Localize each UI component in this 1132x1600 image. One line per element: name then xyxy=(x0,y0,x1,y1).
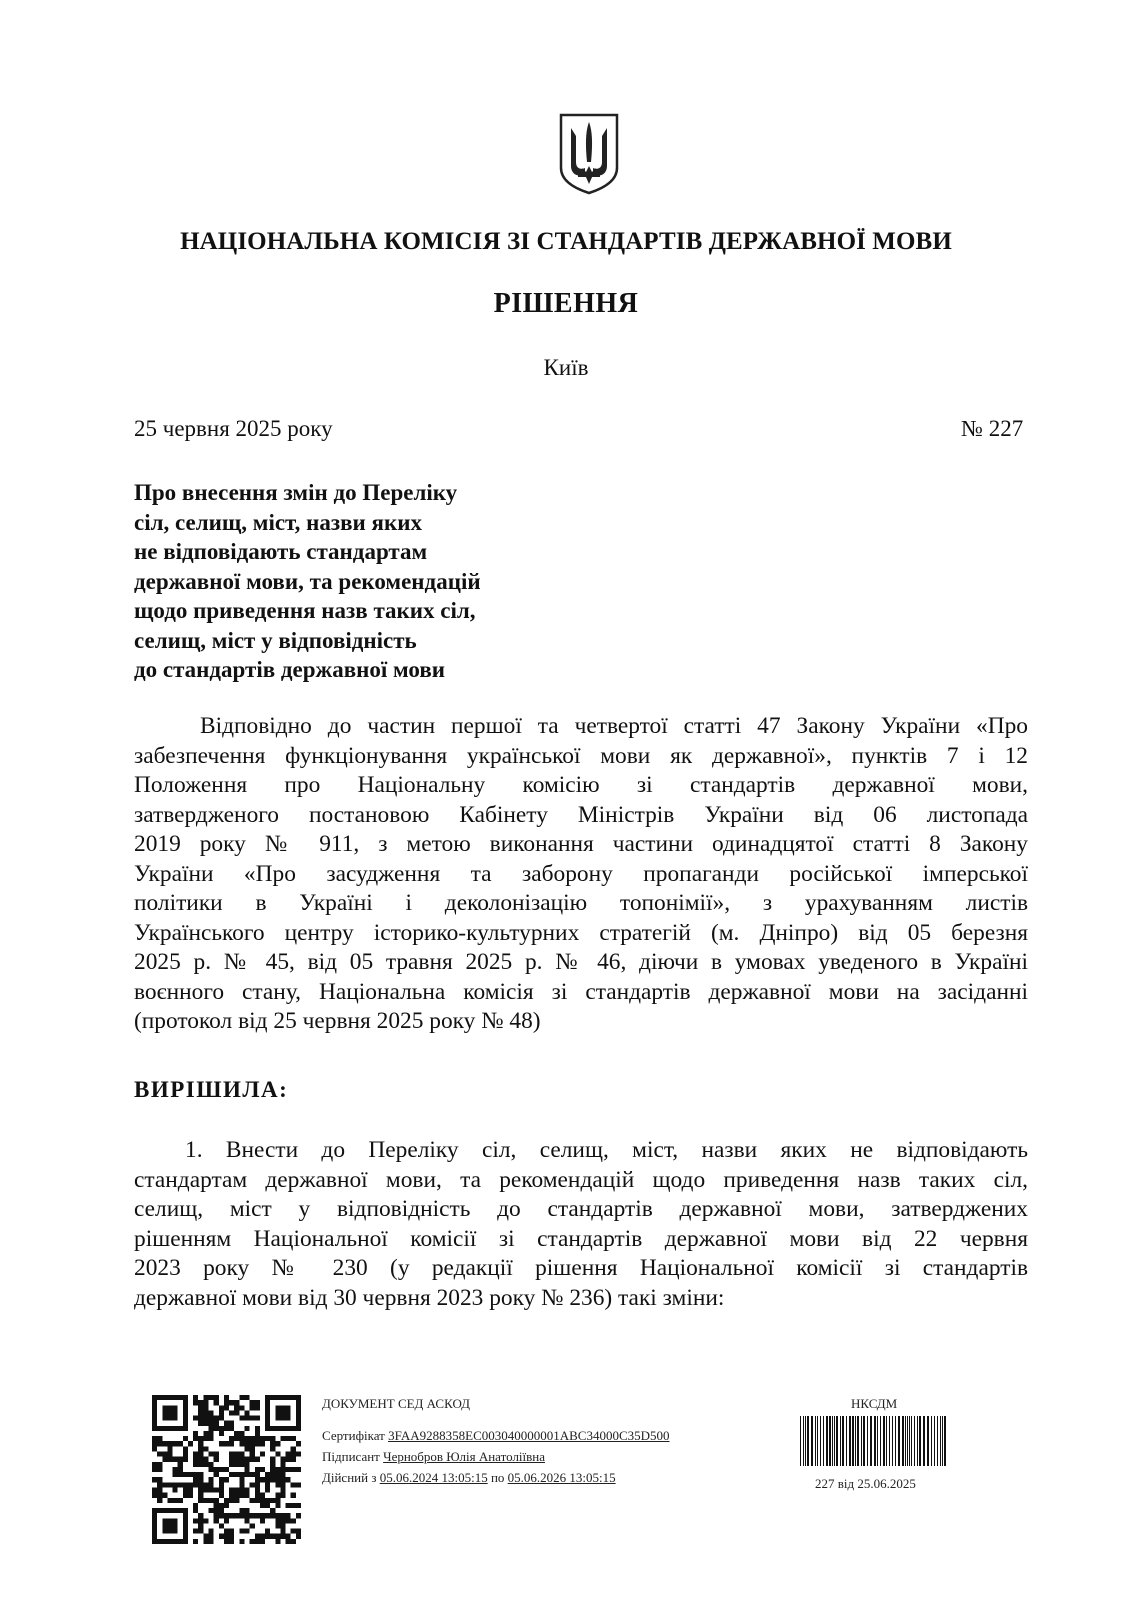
item-line: рішенням Національної комісії зі стандартів державної мови від 22 червня xyxy=(134,1226,1028,1252)
valid-to: 05.06.2026 13:05:15 xyxy=(507,1470,616,1485)
registration-number: 227 від 25.06.2025 xyxy=(815,1476,916,1491)
item-line: селищ, міст у відповідність до стандартів державної мови, затверджених xyxy=(134,1196,1028,1222)
signer-value: Чернобров Юлія Анатоліївна xyxy=(383,1449,546,1464)
certificate-value: 3FAA9288358EC003040000001ABC34000C35D500 xyxy=(388,1428,670,1443)
decision-subject xyxy=(134,478,604,685)
preamble-line: Відповідно до частин першої та четвертої статті 47 Закону України «Про xyxy=(200,713,1028,739)
preamble-line: політики в Україні і деколонізацію топонімії», з урахуванням листів xyxy=(134,890,1028,916)
preamble-line: (протокол від 25 червня 2025 року № 48) xyxy=(134,1008,541,1034)
document-type: РІШЕННЯ xyxy=(493,288,639,319)
certificate-line xyxy=(322,1428,670,1444)
preamble-line: 2019 року № 911, з метою виконання частини одинадцятої статті 8 Закону xyxy=(134,831,1028,857)
subject-line: сіл, селищ, міст, назви яких xyxy=(134,509,422,535)
qr-code-icon xyxy=(152,1395,301,1544)
city: Київ xyxy=(543,355,589,380)
barcode-icon xyxy=(800,1416,948,1466)
preamble-line: забезпечення функціонування української мови як державної», пунктів 7 і 12 xyxy=(134,743,1028,769)
signer-line xyxy=(322,1449,545,1465)
item-line: державної мови від 30 червня 2023 року № 236) такі зміни: xyxy=(134,1285,725,1311)
item-line: 2023 року № 230 (у редакції рішення Національної комісії зі стандартів xyxy=(134,1255,1028,1281)
subject-line: до стандартів державної мови xyxy=(134,657,445,682)
preamble-line: 2025 р. № 45, від 05 травня 2025 р. № 46, діючи в умовах уведеного в Україні xyxy=(134,949,1028,975)
signer-label: Підписант xyxy=(322,1449,380,1464)
subject-line: не відповідають стандартам xyxy=(134,539,428,564)
validity-label: Дійсний з xyxy=(322,1470,377,1485)
item-line: 1. Внести до Переліку сіл, селищ, міст, назви яких не відповідають xyxy=(185,1137,1028,1163)
preamble-line: затвердженого постановою Кабінету Міністрів України від 06 листопада xyxy=(134,802,1028,828)
tryzub-emblem-icon xyxy=(558,112,620,196)
preamble-line: воєнного стану, Національна комісія зі стандартів державної мови на засіданні xyxy=(134,979,1028,1005)
validity-mid: по xyxy=(490,1470,505,1485)
decision-number: № 227 xyxy=(961,416,1024,441)
subject-line: Про внесення змін до Переліку xyxy=(134,480,458,505)
subject-line: селищ, міст у відповідність xyxy=(134,627,417,653)
registry-label: НКСДМ xyxy=(851,1396,898,1411)
preamble-line: Положення про Національну комісію зі стандартів державної мови, xyxy=(134,772,1028,798)
subject-line: державної мови, та рекомендацій xyxy=(134,568,481,594)
preamble-line: України «Про засудження та заборону пропаганди російської імперської xyxy=(134,861,1028,887)
item-line: стандартам державної мови, та рекомендацій щодо приведення назв таких сіл, xyxy=(134,1167,1028,1193)
decision-date: 25 червня 2025 року xyxy=(134,416,333,441)
valid-from: 05.06.2024 13:05:15 xyxy=(379,1470,488,1485)
doc-system-label: ДОКУМЕНТ СЕД АСКОД xyxy=(322,1396,471,1411)
preamble-line: Українського центру історико-культурних стратегій (м. Дніпро) від 05 березня xyxy=(134,920,1028,946)
subject-line: щодо приведення назв таких сіл, xyxy=(134,598,476,623)
decided-heading: ВИРІШИЛА: xyxy=(134,1077,289,1102)
organization-title: НАЦІОНАЛЬНА КОМІСІЯ ЗІ СТАНДАРТІВ ДЕРЖАВНОЇ МОВИ xyxy=(180,228,952,255)
certificate-label: Сертифікат xyxy=(322,1428,385,1443)
validity-line xyxy=(322,1470,616,1486)
